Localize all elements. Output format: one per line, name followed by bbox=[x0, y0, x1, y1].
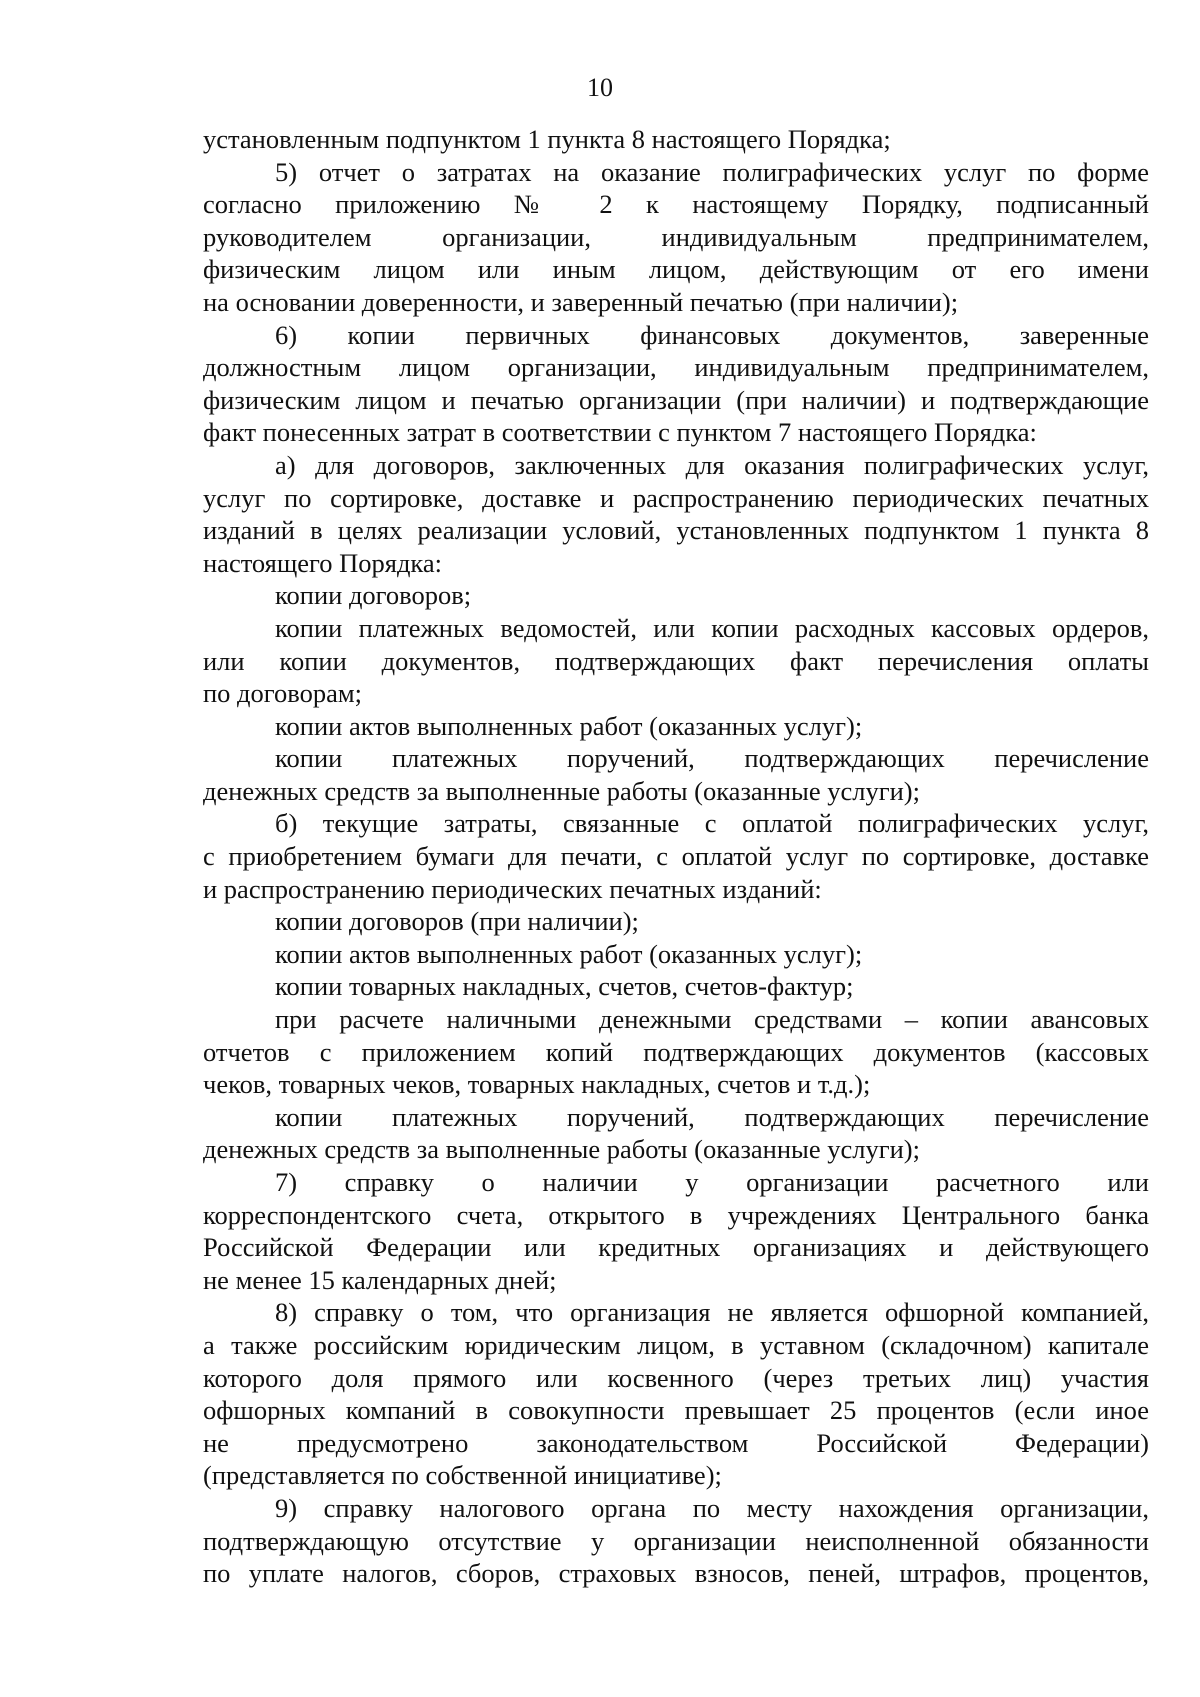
text-line: а) для договоров, заключенных для оказания полиграфических услуг, bbox=[275, 449, 1149, 480]
text-line: копии товарных накладных, счетов, счетов-фактур; bbox=[275, 971, 854, 1002]
text-line: услуг по сортировке, доставке и распространению периодических печатных bbox=[203, 482, 1149, 513]
text-line: копии платежных поручений, подтверждающих перечисление bbox=[275, 743, 1149, 774]
text-line: корреспондентского счета, открытого в учреждениях Центрального банка bbox=[203, 1199, 1149, 1230]
text-line: настоящего Порядка: bbox=[203, 547, 443, 578]
text-line: не предусмотрено законодательством Российской Федерации) bbox=[203, 1427, 1149, 1458]
text-line: или копии документов, подтверждающих факт перечисления оплаты bbox=[203, 645, 1149, 676]
text-line: и распространению периодических печатных изданий: bbox=[203, 873, 822, 904]
text-line: руководителем организации, индивидуальным предпринимателем, bbox=[203, 221, 1149, 252]
text-line: а также российским юридическим лицом, в уставном (складочном) капитале bbox=[203, 1329, 1149, 1360]
text-line: копии платежных ведомостей, или копии расходных кассовых ордеров, bbox=[275, 612, 1149, 643]
text-line: 8) справку о том, что организация не является офшорной компанией, bbox=[275, 1297, 1149, 1328]
text-line: денежных средств за выполненные работы (оказанные услуги); bbox=[203, 775, 920, 806]
text-line: (представляется по собственной инициативе); bbox=[203, 1460, 722, 1491]
text-line: должностным лицом организации, индивидуальным предпринимателем, bbox=[203, 352, 1149, 383]
text-line: денежных средств за выполненные работы (оказанные услуги); bbox=[203, 1134, 920, 1165]
text-line: согласно приложению № 2 к настоящему Порядку, подписанный bbox=[203, 189, 1149, 220]
text-line: 7) справку о наличии у организации расчетного или bbox=[275, 1167, 1149, 1197]
text-line: чеков, товарных чеков, товарных накладных, счетов и т.д.); bbox=[203, 1069, 871, 1100]
text-line: которого доля прямого или косвенного (через третьих лиц) участия bbox=[203, 1362, 1149, 1393]
text-line: факт понесенных затрат в соответствии с пунктом 7 настоящего Порядка: bbox=[203, 417, 1037, 448]
text-line: копии актов выполненных работ (оказанных услуг); bbox=[275, 710, 863, 741]
text-line: копии актов выполненных работ (оказанных услуг); bbox=[275, 938, 863, 969]
text-line: установленным подпунктом 1 пункта 8 настоящего Порядка; bbox=[203, 124, 891, 154]
text-line: не менее 15 календарных дней; bbox=[203, 1264, 557, 1295]
text-line: офшорных компаний в совокупности превышает 25 процентов (если иное bbox=[203, 1395, 1149, 1426]
text-line: физическим лицом или иным лицом, действующим от его имени bbox=[203, 254, 1149, 285]
text-line: по договорам; bbox=[203, 678, 362, 709]
page-number: 10 bbox=[587, 73, 613, 102]
document-body bbox=[203, 123, 1149, 1590]
text-line: б) текущие затраты, связанные с оплатой полиграфических услуг, bbox=[275, 808, 1149, 839]
text-line: 6) копии первичных финансовых документов, заверенные bbox=[275, 319, 1149, 350]
text-line: копии платежных поручений, подтверждающих перечисление bbox=[275, 1101, 1149, 1132]
text-line: отчетов с приложением копий подтверждающих документов (кассовых bbox=[203, 1036, 1149, 1067]
text-line: копии договоров (при наличии); bbox=[275, 906, 639, 937]
text-line: Российской Федерации или кредитных организациях и действующего bbox=[203, 1232, 1149, 1263]
text-line: с приобретением бумаги для печати, с оплатой услуг по сортировке, доставке bbox=[203, 841, 1149, 872]
text-line: по уплате налогов, сборов, страховых взносов, пеней, штрафов, процентов, bbox=[203, 1558, 1149, 1589]
text-line: при расчете наличными денежными средствами – копии авансовых bbox=[275, 1004, 1149, 1035]
text-line: на основании доверенности, и заверенный печатью (при наличии); bbox=[203, 286, 959, 317]
text-line: изданий в целях реализации условий, установленных подпунктом 1 пункта 8 bbox=[203, 515, 1149, 546]
text-line: физическим лицом и печатью организации (при наличии) и подтверждающие bbox=[203, 384, 1149, 415]
text-line: подтверждающую отсутствие у организации неисполненной обязанности bbox=[203, 1525, 1149, 1556]
text-line: копии договоров; bbox=[275, 580, 472, 611]
text-line: 9) справку налогового органа по месту нахождения организации, bbox=[275, 1492, 1149, 1523]
text-line: 5) отчет о затратах на оказание полиграфических услуг по форме bbox=[275, 156, 1149, 187]
